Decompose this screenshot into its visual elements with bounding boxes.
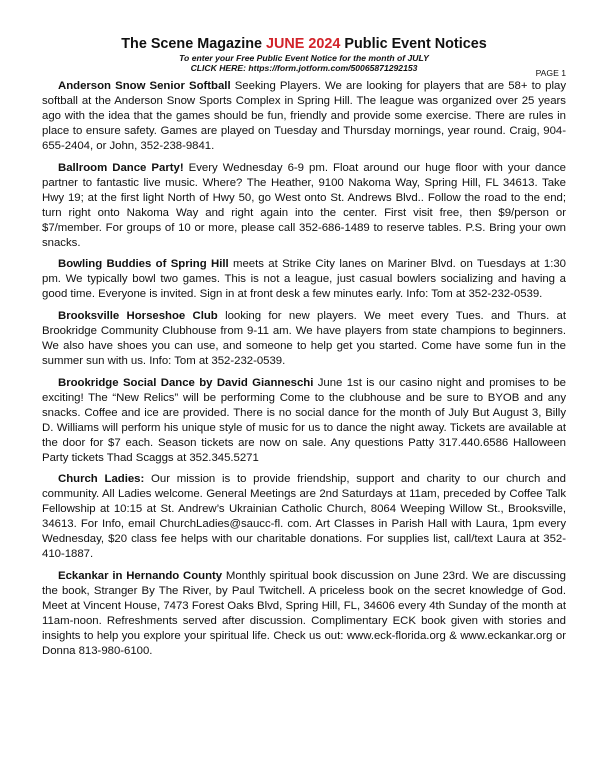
notices-page <box>42 36 566 666</box>
notice-body: looking for new players. We meet every Tues. and Thurs. at Brookridge Community Clubhouse from 9-11 am. We have players from state champions to beginners. We also have shoes you can use, and someone to help get you started. Come have some fun in the summer sun with us. Info: Tom at 352-232-0539. <box>42 310 566 368</box>
notice-body: meets at Strike City lanes on Mariner Blvd. on Tuesdays at 1:30 pm. We typically bowl two games. This is not a league, just casual bowlers socializing and having a good time. Everyone is invited. Sign in at front desk a few minutes early. Info: Tom at 352-232-0539. <box>42 258 566 301</box>
notice-list <box>42 79 566 659</box>
notice-church-ladies <box>42 472 566 562</box>
submission-link-line <box>42 63 566 73</box>
notice-title: Bowling Buddies of Spring Hill <box>58 258 229 271</box>
notice-eckankar <box>42 569 566 659</box>
notice-title: Ballroom Dance Party! <box>58 161 184 174</box>
notice-body: June 1st is our casino night and promises to be exciting! The “New Relics” will be performing Come to the clubhouse and be sure to BYOB and any snacks. Coffee and ice are provided. There is no social dance for the month of July But August 3, Billy D. Williams will perform his unique style of music for us to dance the night away. Tickets are available at the door for $7 each. Season tickets are now on sale. Any questions Patty 317.440.6586 Halloween Party tickets Thad Scaggs at 352.345.5271 <box>42 376 566 464</box>
page-number: PAGE 1 <box>535 68 566 78</box>
title-suffix: Public Event Notices <box>340 36 487 52</box>
notice-ballroom-dance-party <box>42 161 566 251</box>
title-prefix: The Scene Magazine <box>121 36 266 52</box>
notice-title: Eckankar in Hernando County <box>58 570 223 583</box>
notice-bowling-buddies <box>42 257 566 302</box>
notice-horseshoe-club <box>42 309 566 369</box>
notice-body: Monthly spiritual book discussion on June 23rd. We are discussing the book, Stranger By The River, by Paul Twitchell. A priceless book on the secret knowledge of God. Meet at Vincent House, 7473 Forest Oaks Blvd, Spring Hill, FL, 34606 every 4th Sunday of the month at 11am-noon. Refreshments served after discussion. Complimentary ECK book given with stories and insights to help you explore your spiritual life. Check us out: www.eck-florida.org & www.eckankar.org or Donna 813-980-6100. <box>42 570 566 658</box>
title-month: JUNE 2024 <box>265 36 341 52</box>
notice-brookridge-social-dance <box>42 376 566 466</box>
notice-title: Brookridge Social Dance by David Gianneschi <box>58 376 314 389</box>
page-title <box>42 36 566 53</box>
notice-title: Church Ladies: <box>58 473 145 486</box>
notice-body: Our mission is to provide friendship, support and charity to our church and community. All Ladies welcome. General Meetings are 2nd Saturdays at 11am, preceded by Coffee Talk Fellowship at 10:15 at St. Andrew’s Ukrainian Catholic Church, 8064 Weeping Willow St., Brooksville, 34613. For Info, email ChurchLadies@saucc-fl. com. Art Classes in Parish Hall with Laura, 1pm every Wednesday, $20 class fee helps with our charitable donations. For supplies list, call/text Laura at 352-410-1887. <box>42 473 566 561</box>
notice-body: Seeking Players. We are looking for players that are 58+ to play softball at the Anderson Snow Sports Complex in Spring Hill. The league was organized over 25 years ago with the idea that the games should be fun, friendly and provide some exercise. There are rules in place to ensure safety. Games are played on Tuesday and Thursday mornings, year round. Craig, 904-655-2404, or John, 352-238-9841. <box>42 80 566 152</box>
notice-anderson-snow-softball <box>42 79 566 154</box>
submission-instructions: To enter your Free Public Event Notice for the month of JULY <box>179 53 429 63</box>
notice-title: Brooksville Horseshoe Club <box>58 310 218 323</box>
submission-form-link[interactable]: CLICK HERE: https://form.jotform.com/50065871292153 <box>190 63 418 73</box>
notice-title: Anderson Snow Senior Softball <box>58 80 231 92</box>
notice-body: Every Wednesday 6-9 pm. Float around our huge floor with your dance partner to fantastic live music. Where? The Heather, 9100 Nakoma Way, Spring Hill, FL 34613. Take Hwy 19; at the first light North of Hwy 50, go West onto St. Andrews Blvd.. Follow the road to the end; turn right onto Nakoma Way and right again into the center. First visit free, then $9/person or $7/member. For groups of 10 or more, please call 352-686-1489 to reserve tables. P.S. Bring your own snacks. <box>42 161 566 249</box>
